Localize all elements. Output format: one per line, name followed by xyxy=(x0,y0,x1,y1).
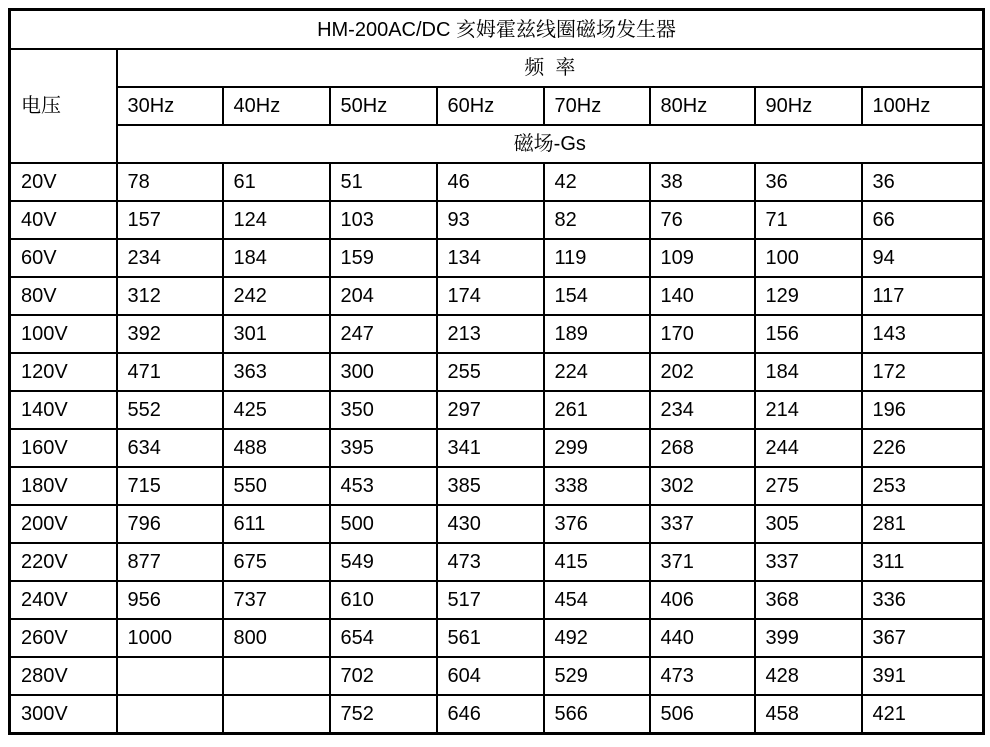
value-cell: 204 xyxy=(330,277,437,315)
value-cell: 129 xyxy=(755,277,862,315)
value-cell: 471 xyxy=(117,353,223,391)
value-cell: 154 xyxy=(544,277,650,315)
value-cell: 109 xyxy=(650,239,755,277)
value-cell: 453 xyxy=(330,467,437,505)
value-cell: 428 xyxy=(755,657,862,695)
table-row xyxy=(10,657,984,695)
value-cell xyxy=(117,695,223,734)
value-cell: 654 xyxy=(330,619,437,657)
unit-row xyxy=(10,125,984,163)
voltage-header: 电压 xyxy=(10,49,117,163)
value-cell: 61 xyxy=(223,163,330,201)
table-row xyxy=(10,467,984,505)
table-row xyxy=(10,315,984,353)
table-row xyxy=(10,163,984,201)
value-cell: 36 xyxy=(755,163,862,201)
value-cell: 143 xyxy=(862,315,984,353)
value-cell: 297 xyxy=(437,391,544,429)
value-cell: 371 xyxy=(650,543,755,581)
value-cell: 76 xyxy=(650,201,755,239)
value-cell: 675 xyxy=(223,543,330,581)
hm200-spec-table xyxy=(8,8,985,735)
value-cell: 611 xyxy=(223,505,330,543)
value-cell: 454 xyxy=(544,581,650,619)
value-cell: 610 xyxy=(330,581,437,619)
value-cell: 506 xyxy=(650,695,755,734)
value-cell: 391 xyxy=(862,657,984,695)
value-cell: 549 xyxy=(330,543,437,581)
value-cell: 566 xyxy=(544,695,650,734)
value-cell: 94 xyxy=(862,239,984,277)
value-cell: 430 xyxy=(437,505,544,543)
value-cell: 42 xyxy=(544,163,650,201)
value-cell: 124 xyxy=(223,201,330,239)
value-cell: 702 xyxy=(330,657,437,695)
value-cell: 247 xyxy=(330,315,437,353)
value-cell: 517 xyxy=(437,581,544,619)
value-cell: 561 xyxy=(437,619,544,657)
value-cell: 189 xyxy=(544,315,650,353)
value-cell: 646 xyxy=(437,695,544,734)
voltage-cell: 140V xyxy=(10,391,117,429)
value-cell: 473 xyxy=(437,543,544,581)
value-cell: 140 xyxy=(650,277,755,315)
value-cell: 737 xyxy=(223,581,330,619)
table-row xyxy=(10,429,984,467)
value-cell: 202 xyxy=(650,353,755,391)
value-cell: 956 xyxy=(117,581,223,619)
value-cell: 488 xyxy=(223,429,330,467)
table-row xyxy=(10,619,984,657)
value-cell: 253 xyxy=(862,467,984,505)
voltage-cell: 220V xyxy=(10,543,117,581)
value-cell: 399 xyxy=(755,619,862,657)
value-cell: 255 xyxy=(437,353,544,391)
value-cell: 312 xyxy=(117,277,223,315)
value-cell: 224 xyxy=(544,353,650,391)
voltage-cell: 300V xyxy=(10,695,117,734)
value-cell: 350 xyxy=(330,391,437,429)
value-cell: 156 xyxy=(755,315,862,353)
value-cell: 473 xyxy=(650,657,755,695)
value-cell: 406 xyxy=(650,581,755,619)
value-cell: 800 xyxy=(223,619,330,657)
voltage-cell: 280V xyxy=(10,657,117,695)
value-cell: 242 xyxy=(223,277,330,315)
value-cell: 385 xyxy=(437,467,544,505)
voltage-cell: 200V xyxy=(10,505,117,543)
freq-col-40hz: 40Hz xyxy=(223,87,330,125)
value-cell: 261 xyxy=(544,391,650,429)
value-cell: 440 xyxy=(650,619,755,657)
value-cell: 184 xyxy=(223,239,330,277)
value-cell: 337 xyxy=(755,543,862,581)
voltage-cell: 100V xyxy=(10,315,117,353)
freq-col-60hz: 60Hz xyxy=(437,87,544,125)
value-cell: 172 xyxy=(862,353,984,391)
value-cell: 281 xyxy=(862,505,984,543)
value-cell: 634 xyxy=(117,429,223,467)
freq-col-90hz: 90Hz xyxy=(755,87,862,125)
table-row xyxy=(10,277,984,315)
value-cell: 395 xyxy=(330,429,437,467)
value-cell: 529 xyxy=(544,657,650,695)
voltage-cell: 60V xyxy=(10,239,117,277)
value-cell: 38 xyxy=(650,163,755,201)
value-cell: 715 xyxy=(117,467,223,505)
value-cell: 1000 xyxy=(117,619,223,657)
value-cell: 103 xyxy=(330,201,437,239)
value-cell: 492 xyxy=(544,619,650,657)
table-row xyxy=(10,581,984,619)
value-cell: 341 xyxy=(437,429,544,467)
value-cell: 301 xyxy=(223,315,330,353)
value-cell xyxy=(223,695,330,734)
table-row xyxy=(10,239,984,277)
freq-col-70hz: 70Hz xyxy=(544,87,650,125)
freq-col-100hz: 100Hz xyxy=(862,87,984,125)
value-cell: 174 xyxy=(437,277,544,315)
value-cell: 226 xyxy=(862,429,984,467)
value-cell: 550 xyxy=(223,467,330,505)
value-cell: 213 xyxy=(437,315,544,353)
value-cell: 275 xyxy=(755,467,862,505)
frequency-columns-row xyxy=(10,87,984,125)
value-cell: 299 xyxy=(544,429,650,467)
value-cell: 337 xyxy=(650,505,755,543)
value-cell: 234 xyxy=(117,239,223,277)
value-cell: 752 xyxy=(330,695,437,734)
voltage-cell: 20V xyxy=(10,163,117,201)
value-cell: 119 xyxy=(544,239,650,277)
value-cell: 552 xyxy=(117,391,223,429)
field-unit-header: 磁场-Gs xyxy=(117,125,984,163)
value-cell: 93 xyxy=(437,201,544,239)
value-cell: 415 xyxy=(544,543,650,581)
title-row xyxy=(10,10,984,50)
voltage-cell: 260V xyxy=(10,619,117,657)
voltage-cell: 180V xyxy=(10,467,117,505)
value-cell: 338 xyxy=(544,467,650,505)
voltage-cell: 160V xyxy=(10,429,117,467)
value-cell: 51 xyxy=(330,163,437,201)
value-cell: 244 xyxy=(755,429,862,467)
value-cell xyxy=(223,657,330,695)
value-cell: 392 xyxy=(117,315,223,353)
value-cell: 363 xyxy=(223,353,330,391)
voltage-cell: 120V xyxy=(10,353,117,391)
value-cell: 134 xyxy=(437,239,544,277)
freq-col-30hz: 30Hz xyxy=(117,87,223,125)
table-row xyxy=(10,353,984,391)
frequency-group-row xyxy=(10,49,984,87)
table-row xyxy=(10,543,984,581)
value-cell: 305 xyxy=(755,505,862,543)
value-cell: 458 xyxy=(755,695,862,734)
voltage-cell: 40V xyxy=(10,201,117,239)
value-cell: 368 xyxy=(755,581,862,619)
value-cell xyxy=(117,657,223,695)
value-cell: 100 xyxy=(755,239,862,277)
value-cell: 421 xyxy=(862,695,984,734)
value-cell: 336 xyxy=(862,581,984,619)
freq-col-80hz: 80Hz xyxy=(650,87,755,125)
value-cell: 117 xyxy=(862,277,984,315)
value-cell: 196 xyxy=(862,391,984,429)
value-cell: 66 xyxy=(862,201,984,239)
value-cell: 268 xyxy=(650,429,755,467)
value-cell: 184 xyxy=(755,353,862,391)
value-cell: 300 xyxy=(330,353,437,391)
table-row xyxy=(10,391,984,429)
value-cell: 877 xyxy=(117,543,223,581)
value-cell: 367 xyxy=(862,619,984,657)
value-cell: 159 xyxy=(330,239,437,277)
voltage-cell: 80V xyxy=(10,277,117,315)
value-cell: 157 xyxy=(117,201,223,239)
table-title: HM-200AC/DC 亥姆霍兹线圈磁场发生器 xyxy=(10,10,984,50)
value-cell: 46 xyxy=(437,163,544,201)
table-row xyxy=(10,505,984,543)
frequency-group-header: 频 率 xyxy=(117,49,984,87)
table-row xyxy=(10,201,984,239)
value-cell: 234 xyxy=(650,391,755,429)
value-cell: 170 xyxy=(650,315,755,353)
value-cell: 500 xyxy=(330,505,437,543)
value-cell: 82 xyxy=(544,201,650,239)
value-cell: 376 xyxy=(544,505,650,543)
voltage-cell: 240V xyxy=(10,581,117,619)
value-cell: 71 xyxy=(755,201,862,239)
value-cell: 214 xyxy=(755,391,862,429)
value-cell: 796 xyxy=(117,505,223,543)
value-cell: 302 xyxy=(650,467,755,505)
value-cell: 425 xyxy=(223,391,330,429)
value-cell: 78 xyxy=(117,163,223,201)
value-cell: 36 xyxy=(862,163,984,201)
value-cell: 604 xyxy=(437,657,544,695)
freq-col-50hz: 50Hz xyxy=(330,87,437,125)
value-cell: 311 xyxy=(862,543,984,581)
table-row xyxy=(10,695,984,734)
